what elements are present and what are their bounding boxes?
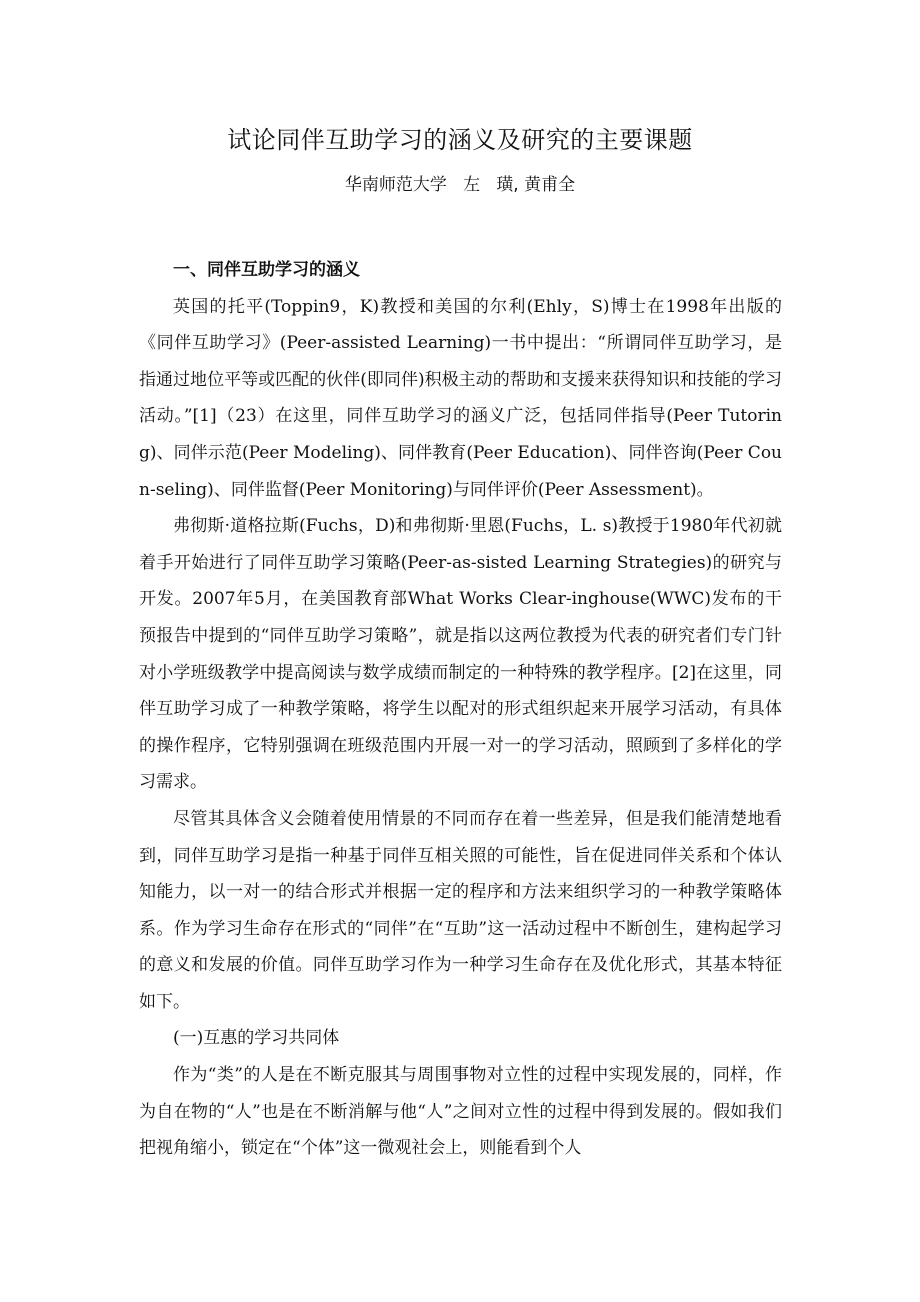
body-paragraph: 作为“类”的人是在不断克服其与周围事物对立性的过程中实现发展的，同样，作为自在物的“人”也是在不断消解与他“人”之间对立性的过程中得到发展的。假如我们把视角缩小，锁定在“个体”这一微观社会上，则能看到个人 — [139, 1065, 782, 1159]
body-paragraph: 英国的托平(Toppin9，K)教授和美国的尔利(Ehly，S)博士在1998年出版的《同伴互助学习》(Peer-assisted Learning)一书中提出：“所谓同伴互助学习，是指通过地位平等或匹配的伙伴(即同伴)积极主动的帮助和支援来获得知识和技能的学习活动。”[1]（23）在这里，同伴互助学习的涵义广泛，包括同伴指导(Peer Tutoring)、同伴示范(Peer Modeling)、同伴教育(Peer Education)、同伴咨询(Peer Coun-seling)、同伴监督(Peer Monitoring)与同伴评价(Peer Assessment)。 — [139, 296, 782, 500]
paper-authors: 华南师范大学 左 璜, 黄甫全 — [344, 175, 576, 195]
body-paragraph: 尽管其具体含义会随着使用情景的不同而存在着一些差异，但是我们能清楚地看到，同伴互助学习是指一种基于同伴互相关照的可能性，旨在促进同伴关系和个体认知能力，以一对一的结合形式并根据一定的程序和方法来组织学习的一种教学策略体系。作为学习生命存在形式的“同伴”在“互助”这一活动过程中不断创生，建构起学习的意义和发展的价值。同伴互助学习作为一种学习生命存在及优化形式，其基本特征如下。 — [139, 808, 782, 1012]
subsection-heading: (一)互惠的学习共同体 — [173, 1028, 340, 1049]
section-heading: 一、同伴互助学习的涵义 — [173, 260, 360, 280]
paper-title: 试论同伴互助学习的涵义及研究的主要课题 — [227, 126, 693, 154]
body-paragraph: 弗彻斯·道格拉斯(Fuchs，D)和弗彻斯·里恩(Fuchs，L. s)教授于1980年代初就着手开始进行了同伴互助学习策略(Peer-as-sisted Learning Strategies)的研究与开发。2007年5月，在美国教育部What Works Clear-inghouse(WWC)发布的干预报告中提到的“同伴互助学习策略”，就是指以这两位教授为代表的研究者们专门针对小学班级教学中提高阅读与数学成绩而制定的一种特殊的教学程序。[2]在这里，同伴互助学习成了一种教学策略，将学生以配对的形式组织起来开展学习活动，有具体的操作程序，它特别强调在班级范围内开展一对一的学习活动，照顾到了多样化的学习需求。 — [139, 516, 782, 793]
paper-body — [139, 252, 782, 1167]
